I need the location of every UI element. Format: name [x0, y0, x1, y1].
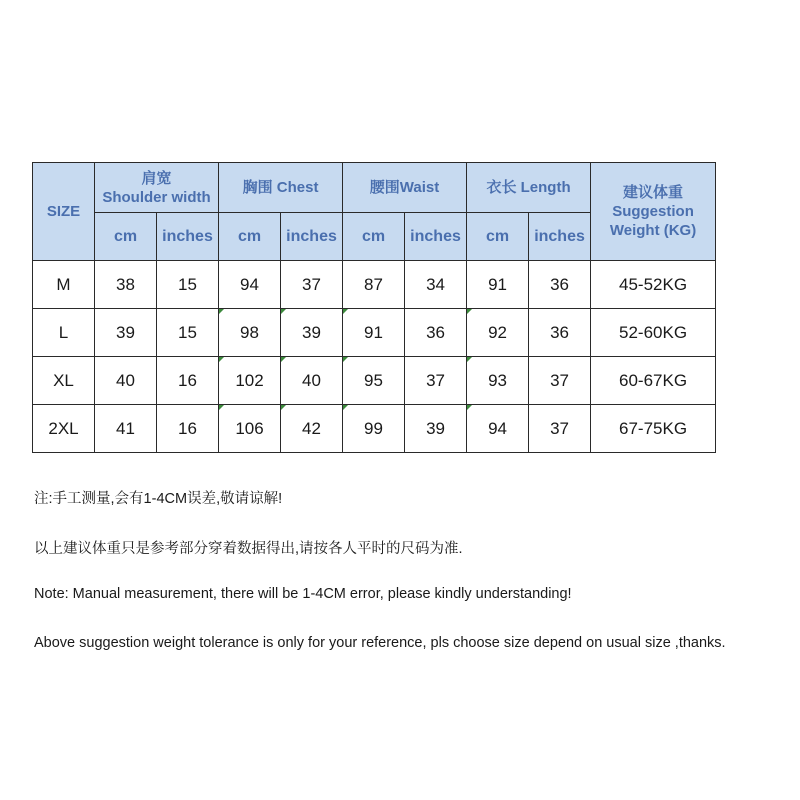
chest-inches-cell: 37 [281, 261, 343, 309]
shoulder-cm-cell: 39 [95, 309, 157, 357]
size-cell: M [33, 261, 95, 309]
waist-inches-cell: 39 [405, 405, 467, 453]
chest-inches-cell: 39 [281, 309, 343, 357]
header-unit-cm: cm [343, 213, 405, 261]
length-inches-cell: 37 [529, 405, 591, 453]
weight-cell: 60-67KG [591, 357, 716, 405]
length-cm-cell: 93 [467, 357, 529, 405]
size-chart-table [32, 162, 716, 453]
note-en-weight: Above suggestion weight tolerance is only for your reference, pls choose size depend on usual size ,thanks. [34, 635, 726, 651]
chest-cm-cell: 98 [219, 309, 281, 357]
weight-cell: 45-52KG [591, 261, 716, 309]
shoulder-inches-cell: 16 [157, 405, 219, 453]
waist-inches-cell: 36 [405, 309, 467, 357]
shoulder-cm-cell: 38 [95, 261, 157, 309]
note-cn-weight: 以上建议体重只是参考部分穿着数据得出,请按各人平时的尺码为准. [34, 541, 463, 557]
weight-cell: 52-60KG [591, 309, 716, 357]
table-row [33, 405, 716, 453]
header-unit-cm: cm [95, 213, 157, 261]
header-unit-cm: cm [219, 213, 281, 261]
waist-cm-cell: 87 [343, 261, 405, 309]
header-length: 衣长 Length [467, 163, 591, 213]
header-row-top [33, 163, 716, 213]
size-cell: XL [33, 357, 95, 405]
waist-inches-cell: 34 [405, 261, 467, 309]
weight-cell: 67-75KG [591, 405, 716, 453]
length-inches-cell: 36 [529, 261, 591, 309]
length-inches-cell: 36 [529, 309, 591, 357]
header-shoulder-width: 肩宽 Shoulder width [95, 163, 219, 213]
waist-cm-cell: 95 [343, 357, 405, 405]
note-en-measurement: Note: Manual measurement, there will be 1-4CM error, please kindly understanding! [34, 586, 572, 602]
chest-inches-cell: 42 [281, 405, 343, 453]
header-unit-inches: inches [157, 213, 219, 261]
chest-cm-cell: 94 [219, 261, 281, 309]
shoulder-inches-cell: 15 [157, 261, 219, 309]
header-unit-inches: inches [405, 213, 467, 261]
shoulder-inches-cell: 16 [157, 357, 219, 405]
header-suggestion-weight: 建议体重 Suggestion Weight (KG) [591, 163, 716, 261]
header-size: SIZE [33, 163, 95, 261]
header-unit-inches: inches [529, 213, 591, 261]
table-row [33, 357, 716, 405]
length-cm-cell: 91 [467, 261, 529, 309]
note-cn-measurement: 注:手工测量,会有1-4CM误差,敬请谅解! [34, 491, 283, 507]
waist-inches-cell: 37 [405, 357, 467, 405]
header-unit-inches: inches [281, 213, 343, 261]
length-inches-cell: 37 [529, 357, 591, 405]
header-unit-cm: cm [467, 213, 529, 261]
chest-cm-cell: 106 [219, 405, 281, 453]
table-row [33, 309, 716, 357]
header-waist: 腰围Waist [343, 163, 467, 213]
table-row [33, 261, 716, 309]
shoulder-inches-cell: 15 [157, 309, 219, 357]
shoulder-cm-cell: 40 [95, 357, 157, 405]
size-cell: 2XL [33, 405, 95, 453]
header-chest: 胸围 Chest [219, 163, 343, 213]
chest-inches-cell: 40 [281, 357, 343, 405]
length-cm-cell: 92 [467, 309, 529, 357]
chest-cm-cell: 102 [219, 357, 281, 405]
waist-cm-cell: 99 [343, 405, 405, 453]
size-cell: L [33, 309, 95, 357]
waist-cm-cell: 91 [343, 309, 405, 357]
length-cm-cell: 94 [467, 405, 529, 453]
shoulder-cm-cell: 41 [95, 405, 157, 453]
